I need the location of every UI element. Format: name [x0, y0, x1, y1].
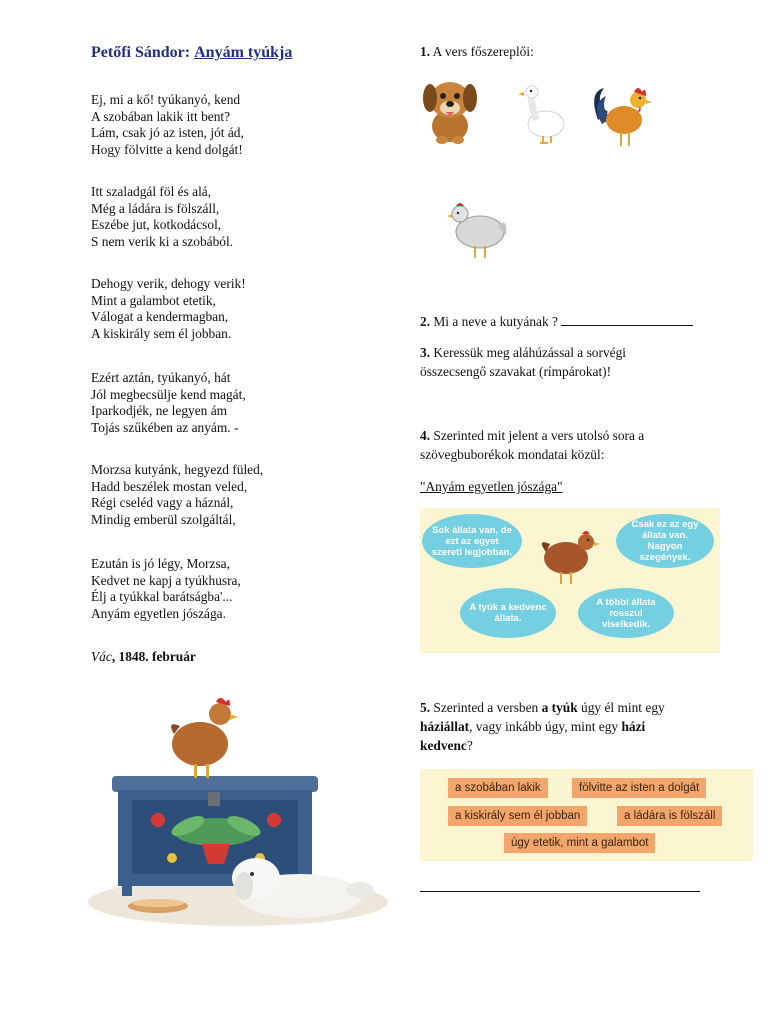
- poem-line: Mint a galambot etetik,: [91, 292, 216, 308]
- rooster-illustration: [588, 82, 654, 150]
- speech-bubble[interactable]: Sok állata van, de ezt az egyet szereti legjobban.: [422, 514, 522, 568]
- poem-line: A kiskirály sem él jobban.: [91, 325, 232, 341]
- poem-line: Eszébe jut, kotkodácsol,: [91, 217, 222, 232]
- phrase-tag[interactable]: a ládára is fölszáll: [617, 806, 722, 826]
- poem-line: Ezért aztán, tyúkanyó, hát: [91, 370, 231, 385]
- stanza-4: [91, 370, 246, 436]
- poem-line: Még a ládára is fölszáll,: [91, 200, 220, 216]
- phrase-tag[interactable]: a szobában lakik: [448, 778, 548, 798]
- poem-line: Dehogy verik, dehogy verik!: [91, 276, 246, 291]
- hen-illustration: [446, 196, 510, 262]
- hen-on-chest-with-dog-illustration: [88, 680, 388, 935]
- question-emphasis: háziállat: [420, 719, 470, 734]
- poem-line: Jól megbecsülje kend magát,: [91, 386, 246, 402]
- question-text: A vers főszereplői:: [430, 44, 534, 59]
- stanza-5: [91, 462, 263, 528]
- poem-line: Itt szaladgál föl és alá,: [91, 184, 212, 199]
- poem-date: , 1848. február: [111, 649, 196, 664]
- poem-line: Élj a tyúkkal barátságba'...: [91, 589, 233, 604]
- phrase-tag[interactable]: úgy etetik, mint a galambot: [504, 833, 655, 853]
- question-number: 5.: [420, 700, 431, 715]
- phrase-tag-panel: [420, 769, 753, 861]
- poem-line: Anyám egyetlen jószága.: [91, 605, 226, 621]
- stanza-6: [91, 556, 241, 622]
- question-emphasis: házi: [621, 719, 646, 734]
- question-text: összecsengő szavakat (rímpárokat)!: [420, 364, 612, 379]
- phrase-tag[interactable]: a kiskirály sem él jobban: [448, 806, 587, 826]
- poem-line: Morzsa kutyánk, hegyezd füled,: [91, 462, 264, 477]
- stanza-1: [91, 92, 244, 158]
- poem-line: Hadd beszélek mostan veled,: [91, 478, 248, 494]
- question-text: Keressük meg aláhúzással a sorvégi: [430, 345, 627, 360]
- poem-line: Válogat a kendermagban,: [91, 309, 229, 324]
- page-title: [91, 44, 292, 62]
- question-emphasis: a tyúk: [541, 700, 578, 715]
- speech-bubble-panel: [420, 508, 720, 653]
- speech-bubble[interactable]: A tyúk a kedvenc állata.: [460, 588, 556, 638]
- poem-line: Iparkodjék, ne legyen ám: [91, 403, 228, 418]
- poem-line: Ej, mi a kő! tyúkanyó, kend: [91, 92, 241, 107]
- poem-line: Mindig emberül szolgáltál,: [91, 511, 236, 527]
- question-text: Mi a neve a kutyának ?: [430, 314, 562, 329]
- phrase-tag[interactable]: fölvitte az isten a dolgát: [572, 778, 706, 798]
- question-text: úgy él mint egy: [577, 700, 665, 715]
- answer-line[interactable]: [420, 891, 700, 892]
- question-text: szövegbuborékok mondatai közül:: [420, 447, 605, 462]
- poem-line: A szobában lakik itt bent?: [91, 108, 231, 124]
- question-text: ?: [466, 738, 473, 753]
- poem-line: Lám, csak jó az isten, jót ád,: [91, 125, 244, 140]
- poem-line: Hogy fölvitte a kend dolgát!: [91, 141, 243, 157]
- poem-line: Tojás szűkében az anyám. -: [91, 419, 239, 435]
- question-text: Szerinted a versben: [430, 700, 542, 715]
- quoted-line: "Anyám egyetlen jószága": [420, 479, 563, 494]
- question-2: [420, 312, 693, 331]
- poem-place: Vác: [91, 649, 112, 664]
- author-name: Petőfi Sándor:: [91, 44, 191, 61]
- question-4: [420, 426, 644, 464]
- question-5: [420, 698, 665, 755]
- question-1: [420, 42, 534, 61]
- stanza-3: [91, 276, 246, 342]
- poem-line: S nem verik ki a szobából.: [91, 233, 234, 249]
- question-3: [420, 343, 626, 381]
- hen-illustration: [534, 524, 604, 586]
- stanza-2: [91, 184, 233, 250]
- speech-bubble[interactable]: A többi állata rosszul viselkedik.: [578, 588, 674, 638]
- goose-illustration: [518, 84, 568, 146]
- dog-illustration: [420, 76, 480, 146]
- question-emphasis: kedvenc: [420, 738, 467, 753]
- poem-line: Régi cseléd vagy a háznál,: [91, 495, 234, 510]
- question-text: , vagy inkább úgy, mint egy: [469, 719, 622, 734]
- question-number: 1.: [420, 44, 431, 59]
- question-text: Szerinted mit jelent a vers utolsó sora a: [430, 428, 645, 443]
- question-number: 2.: [420, 314, 431, 329]
- poem-title: Anyám tyúkja: [194, 44, 293, 61]
- question-number: 3.: [420, 345, 431, 360]
- poem-line: Ezután is jó légy, Morzsa,: [91, 556, 230, 571]
- poem-dateline: [91, 649, 196, 665]
- speech-bubble[interactable]: Csak ez az egy állata van. Nagyon szegények.: [616, 514, 714, 568]
- poem-line: Kedvet ne kapj a tyúkhusra,: [91, 572, 241, 588]
- answer-blank[interactable]: [561, 313, 693, 326]
- question-number: 4.: [420, 428, 431, 443]
